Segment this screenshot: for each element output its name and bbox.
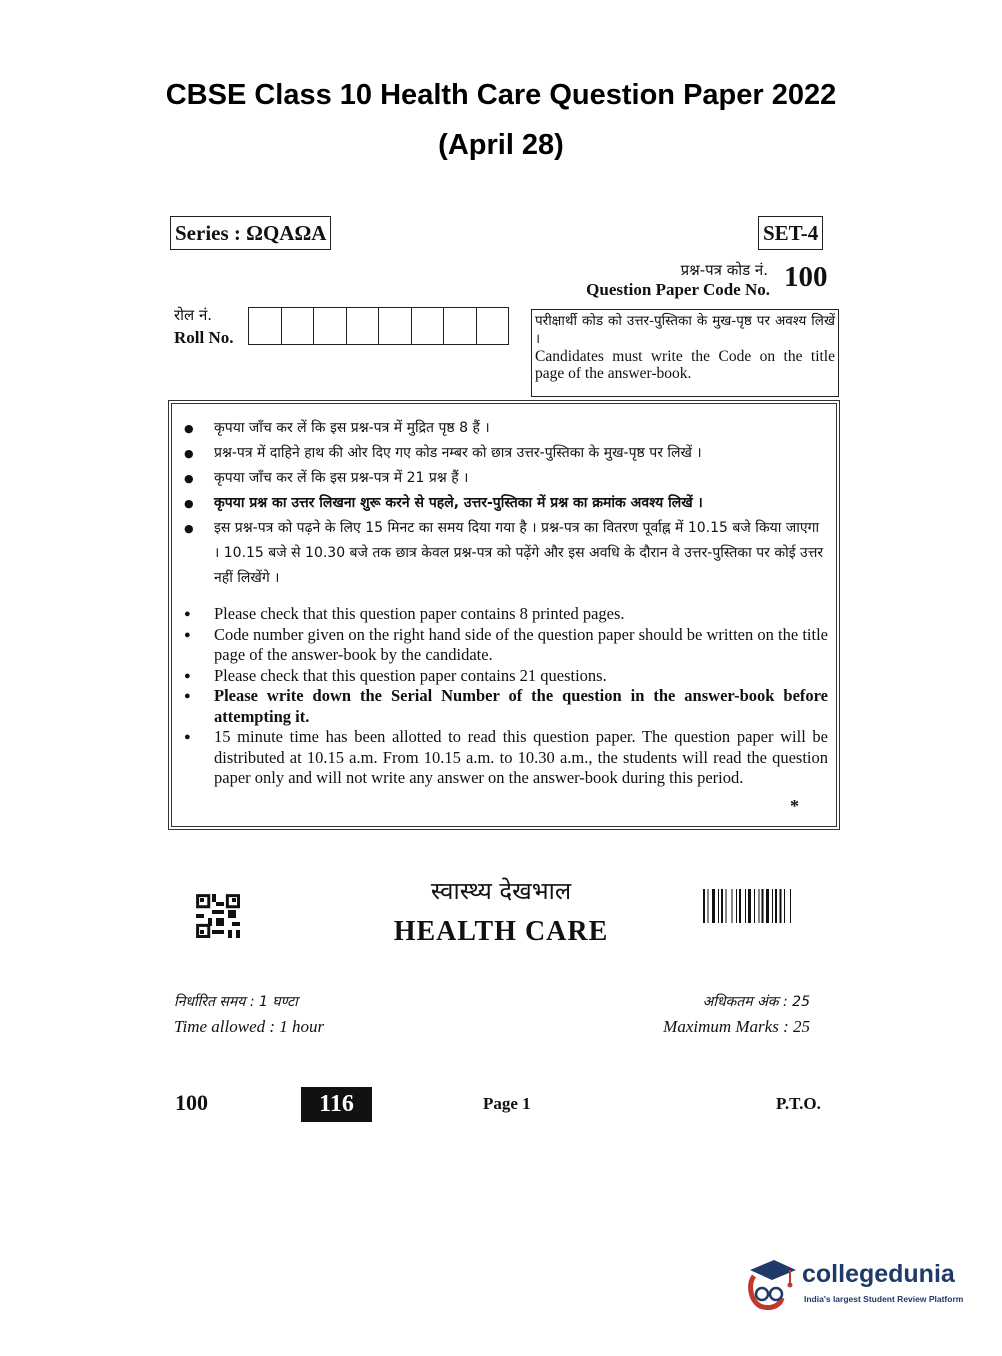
footer-boxed-number: 116	[301, 1087, 372, 1122]
roll-digit-box[interactable]	[282, 308, 315, 344]
title-line-1: CBSE Class 10 Health Care Question Paper 2022	[165, 79, 837, 111]
roll-digit-box[interactable]	[249, 308, 282, 344]
page-number: Page 1	[483, 1094, 531, 1113]
roll-digit-box[interactable]	[477, 308, 509, 344]
instruction-item: ● कृपया प्रश्न का उत्तर लिखना शुरू करने से पहले, उत्तर-पुस्तिका में प्रश्न का क्रमांक अवश्य लिखें ।	[176, 491, 828, 516]
question-paper-code: 100	[784, 261, 828, 293]
subject-title-english: HEALTH CARE	[393, 916, 609, 947]
candidate-note-hindi: परीक्षार्थी कोड को उत्तर-पुस्तिका के मुख-पृष्ठ पर अवश्य लिखें ।	[535, 313, 835, 347]
pto-label: P.T.O.	[776, 1094, 821, 1113]
logo-wordmark: collegedunia	[802, 1260, 955, 1288]
instruction-item: ● कृपया जाँच कर लें कि इस प्रश्न-पत्र में 21 प्रश्न हैं ।	[176, 466, 828, 491]
instruction-item: ● Code number given on the right hand side of the question paper should be written on the title page of the answer-book by the candidate.	[176, 625, 828, 666]
instruction-item: ● Please check that this question paper contains 21 questions.	[176, 666, 828, 687]
instruction-item: ● इस प्रश्न-पत्र को पढ़ने के लिए 15 मिनट का समय दिया गया है । प्रश्न-पत्र का वितरण पूर्वाह्न में 10.15 बजे किया जाएगा । 10.15 बजे से 10.30 बजे तक छात्र केवल प्रश्न-पत्र को पढ़ेंगे और इस अवधि के दौरान वे उत्तर-पुस्तिका पर कोई उत्तर नहीं लिखेंगे ।	[176, 516, 828, 591]
roll-number-boxes[interactable]	[248, 307, 509, 345]
instruction-item: ● 15 minute time has been allotted to read this question paper. The question paper will be distributed at 10.15 a.m. From 10.15 a.m. to 10.30 a.m., the students will read the question paper only and will not write any answer on the answer-book during this period.	[176, 727, 828, 789]
set-label: SET-4	[758, 216, 823, 250]
roll-digit-box[interactable]	[314, 308, 347, 344]
instructions-hindi	[176, 416, 828, 591]
title-line-2: (April 28)	[438, 129, 564, 161]
footer-code: 100	[175, 1090, 208, 1115]
candidate-note-box	[531, 309, 839, 397]
max-marks-hindi: अधिकतम अंक : 25	[702, 994, 810, 1010]
barcode-icon	[703, 889, 827, 923]
max-marks-english: Maximum Marks : 25	[663, 1017, 810, 1036]
series-label: Series : ΩQAΩA	[170, 216, 331, 250]
roll-digit-box[interactable]	[347, 308, 380, 344]
graduate-mascot-icon	[742, 1254, 800, 1312]
subject-title-hindi: स्वास्थ्य देखभाल	[430, 877, 572, 905]
instructions-box	[168, 400, 840, 830]
instruction-item: ● प्रश्न-पत्र में दाहिने हाथ की ओर दिए गए कोड नम्बर को छात्र उत्तर-पुस्तिका के मुख-पृष्ठ पर लिखें ।	[176, 441, 828, 466]
roll-label-hindi: रोल नं.	[174, 306, 213, 324]
instruction-item: ● Please check that this question paper contains 8 printed pages.	[176, 604, 828, 625]
star-mark: *	[790, 796, 799, 816]
roll-digit-box[interactable]	[444, 308, 477, 344]
roll-label-english: Roll No.	[174, 328, 234, 347]
code-label-hindi: प्रश्न-पत्र कोड नं.	[680, 261, 768, 279]
candidate-note-english: Candidates must write the Code on the title page of the answer-book.	[535, 348, 835, 382]
instruction-item: ● कृपया जाँच कर लें कि इस प्रश्न-पत्र में मुद्रित पृष्ठ 8 हैं ।	[176, 416, 828, 441]
instructions-english	[176, 604, 828, 789]
time-allowed-hindi: निर्धारित समय : 1 घण्टा	[174, 994, 298, 1010]
code-label-english: Question Paper Code No.	[586, 280, 770, 299]
logo-tagline: India's largest Student Review Platform	[804, 1294, 964, 1304]
roll-digit-box[interactable]	[412, 308, 445, 344]
document-title	[0, 70, 1002, 170]
instruction-item: ● Please write down the Serial Number of the question in the answer-book before attempting it.	[176, 686, 828, 727]
roll-digit-box[interactable]	[379, 308, 412, 344]
time-allowed-english: Time allowed : 1 hour	[174, 1017, 325, 1036]
collegedunia-logo	[742, 1254, 972, 1312]
